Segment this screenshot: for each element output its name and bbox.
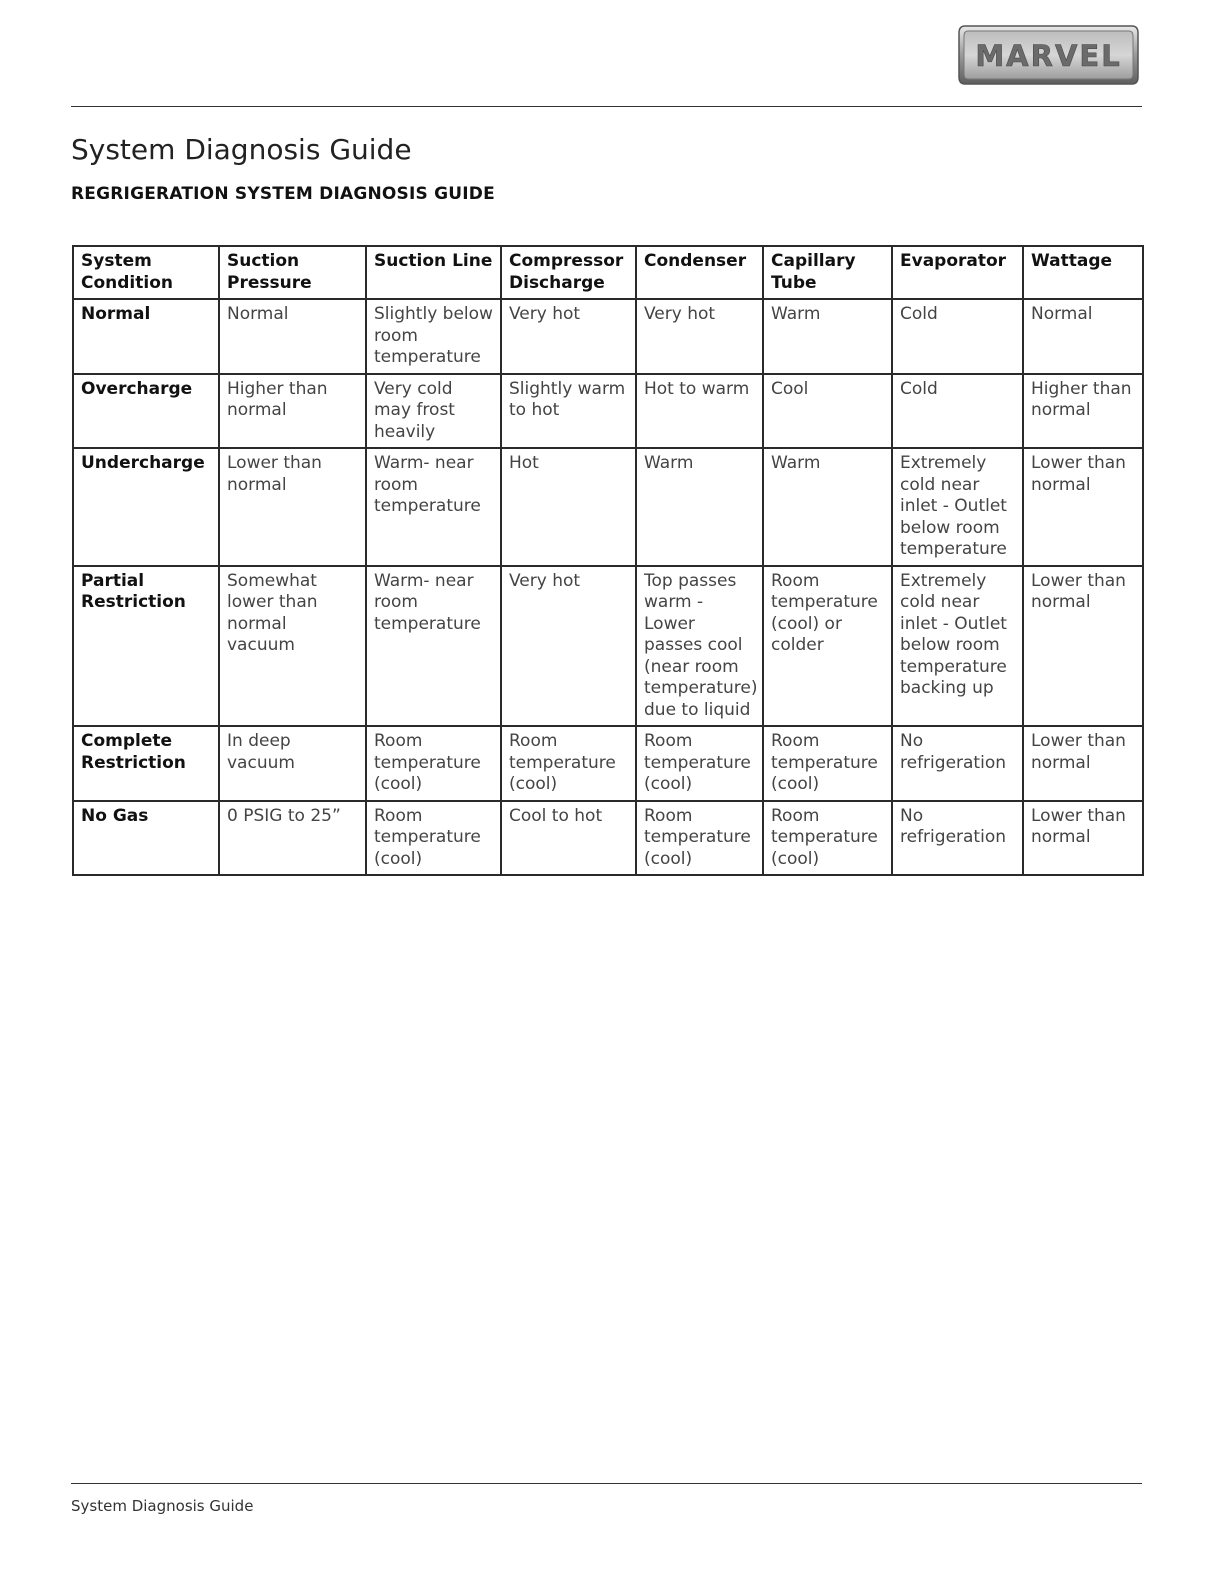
table-cell: Slightly warm to hot [501,374,636,449]
table-cell: In deep vacuum [219,726,366,801]
header-cell: Suction Line [366,246,501,299]
table-cell: Room temperature (cool) [763,726,892,801]
logo-text: MARVEL [975,39,1122,73]
table-cell: Room temperature (cool) [366,726,501,801]
header-cell: Evaporator [892,246,1023,299]
table-cell: 0 PSIG to 25” [219,801,366,876]
header-cell: Wattage [1023,246,1143,299]
table-cell: Lower than normal [1023,801,1143,876]
condition-cell: No Gas [73,801,219,876]
table-cell: Lower than normal [219,448,366,566]
table-cell: Room temperature (cool) [636,801,763,876]
section-title: REGRIGERATION SYSTEM DIAGNOSIS GUIDE [71,184,495,204]
condition-cell: Normal [73,299,219,374]
table-cell: Room temperature (cool) [636,726,763,801]
header-divider [71,106,1142,107]
table-row [73,726,1143,801]
table-cell: Room temperature (cool) [366,801,501,876]
table-cell: Cold [892,374,1023,449]
condition-cell: Overcharge [73,374,219,449]
page-title: System Diagnosis Guide [71,133,412,166]
table-cell: Cool [763,374,892,449]
header-cell: Suction Pressure [219,246,366,299]
table-row [73,299,1143,374]
footer-divider [71,1483,1142,1484]
table-cell: Very cold may frost heavily [366,374,501,449]
table-row [73,801,1143,876]
table-row [73,448,1143,566]
table-cell: Lower than normal [1023,448,1143,566]
header-cell: Compressor Discharge [501,246,636,299]
condition-cell: Partial Restriction [73,566,219,727]
table-cell: Cold [892,299,1023,374]
table-cell: Extremely cold near inlet - Outlet below room temperature backing up [892,566,1023,727]
table-cell: Lower than normal [1023,726,1143,801]
table-header-row [73,246,1143,299]
table-cell: Hot to warm [636,374,763,449]
table-cell: Room temperature (cool) or colder [763,566,892,727]
header-cell: System Condition [73,246,219,299]
table-cell: Very hot [501,299,636,374]
table-cell: Somewhat lower than normal vacuum [219,566,366,727]
table-cell: Warm [636,448,763,566]
table-cell: Very hot [501,566,636,727]
table-row [73,566,1143,727]
table-cell: Room temperature (cool) [763,801,892,876]
footer-text: System Diagnosis Guide [71,1497,254,1515]
table-cell: Normal [1023,299,1143,374]
condition-cell: Complete Restriction [73,726,219,801]
table-cell: No refrigeration [892,726,1023,801]
table-cell: Warm [763,299,892,374]
table-cell: Room temperature (cool) [501,726,636,801]
table-cell: Extremely cold near inlet - Outlet below room temperature [892,448,1023,566]
table-cell: Top passes warm - Lower passes cool (near room temperature) due to liquid [636,566,763,727]
diagnosis-table [72,245,1144,876]
table-cell: Higher than normal [1023,374,1143,449]
table-cell: Slightly below room temperature [366,299,501,374]
table-cell: Hot [501,448,636,566]
table-row [73,374,1143,449]
table-cell: Warm- near room temperature [366,566,501,727]
table-cell: Very hot [636,299,763,374]
header-cell: Capillary Tube [763,246,892,299]
header-cell: Condenser [636,246,763,299]
table-cell: No refrigeration [892,801,1023,876]
table-cell: Cool to hot [501,801,636,876]
table-cell: Warm- near room temperature [366,448,501,566]
table-cell: Higher than normal [219,374,366,449]
table-cell: Lower than normal [1023,566,1143,727]
table-cell: Warm [763,448,892,566]
condition-cell: Undercharge [73,448,219,566]
table-cell: Normal [219,299,366,374]
marvel-logo [957,24,1140,86]
